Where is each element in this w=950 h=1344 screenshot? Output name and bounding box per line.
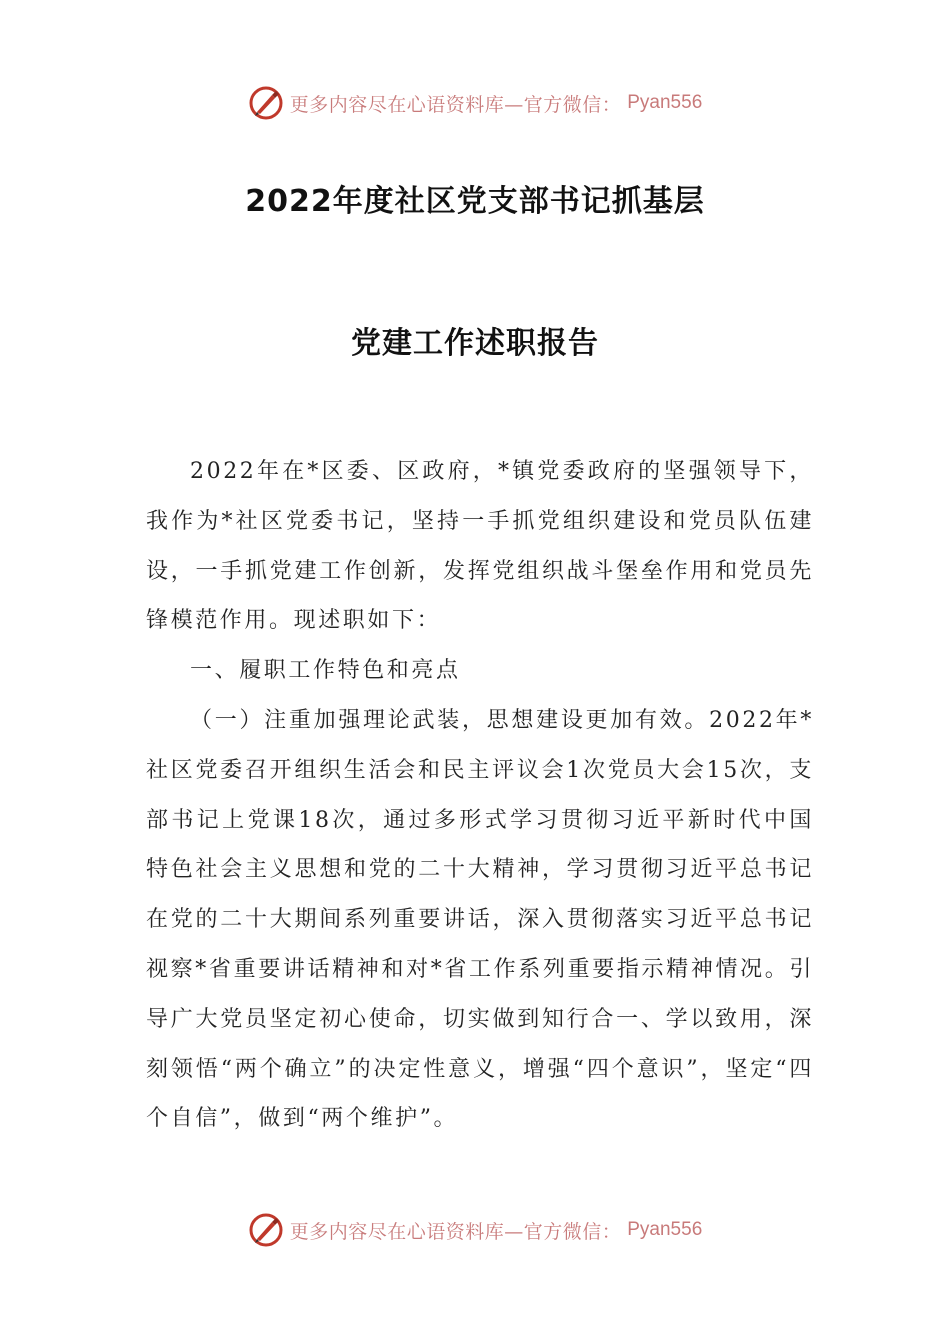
document-body (146, 447, 814, 1144)
pen-logo-icon (248, 85, 284, 121)
watermark-footer (0, 1210, 950, 1250)
pen-logo-icon (248, 1212, 284, 1248)
watermark-header (0, 83, 950, 123)
document-title-line-1: 2022年度社区党支部书记抓基层 (245, 184, 705, 219)
paragraph-subsection-1: （一）注重加强理论武装，思想建设更加有效。2022年*社区党委召开组织生活会和民主评议会1次党员大会15次，支部书记上党课18次，通过多形式学习贯彻习近平新时代中国特色社会主义思想和党的二十大精神，学习贯彻习近平总书记在党的二十大期间系列重要讲话，深入贯彻落实习近平总书记视察*省重要讲话精神和对*省工作系列重要指示精神情况。引导广大党员坚定初心使命，切实做到知行合一、学以致用，深刻领悟“两个确立”的决定性意义，增强“四个意识”，坚定“四个自信”，做到“两个维护”。 (146, 707, 814, 1132)
watermark-wechat-id: Pyan556 (627, 92, 703, 113)
watermark-text: 更多内容尽在心语资料库—官方微信： (289, 1220, 622, 1243)
watermark-text: 更多内容尽在心语资料库—官方微信： (289, 93, 622, 116)
watermark-wechat-id: Pyan556 (627, 1219, 703, 1240)
section-heading: 一、履职工作特色和亮点 (190, 658, 461, 684)
paragraph-intro: 2022年在*区委、区政府，*镇党委政府的坚强领导下，我作为*社区党委书记，坚持一手抓党组织建设和党员队伍建设，一手抓党建工作创新，发挥党组织战斗堡垒作用和党员先锋模范作用。现述职如下： (146, 459, 814, 634)
document-title-line-2: 党建工作述职报告 (351, 326, 599, 361)
